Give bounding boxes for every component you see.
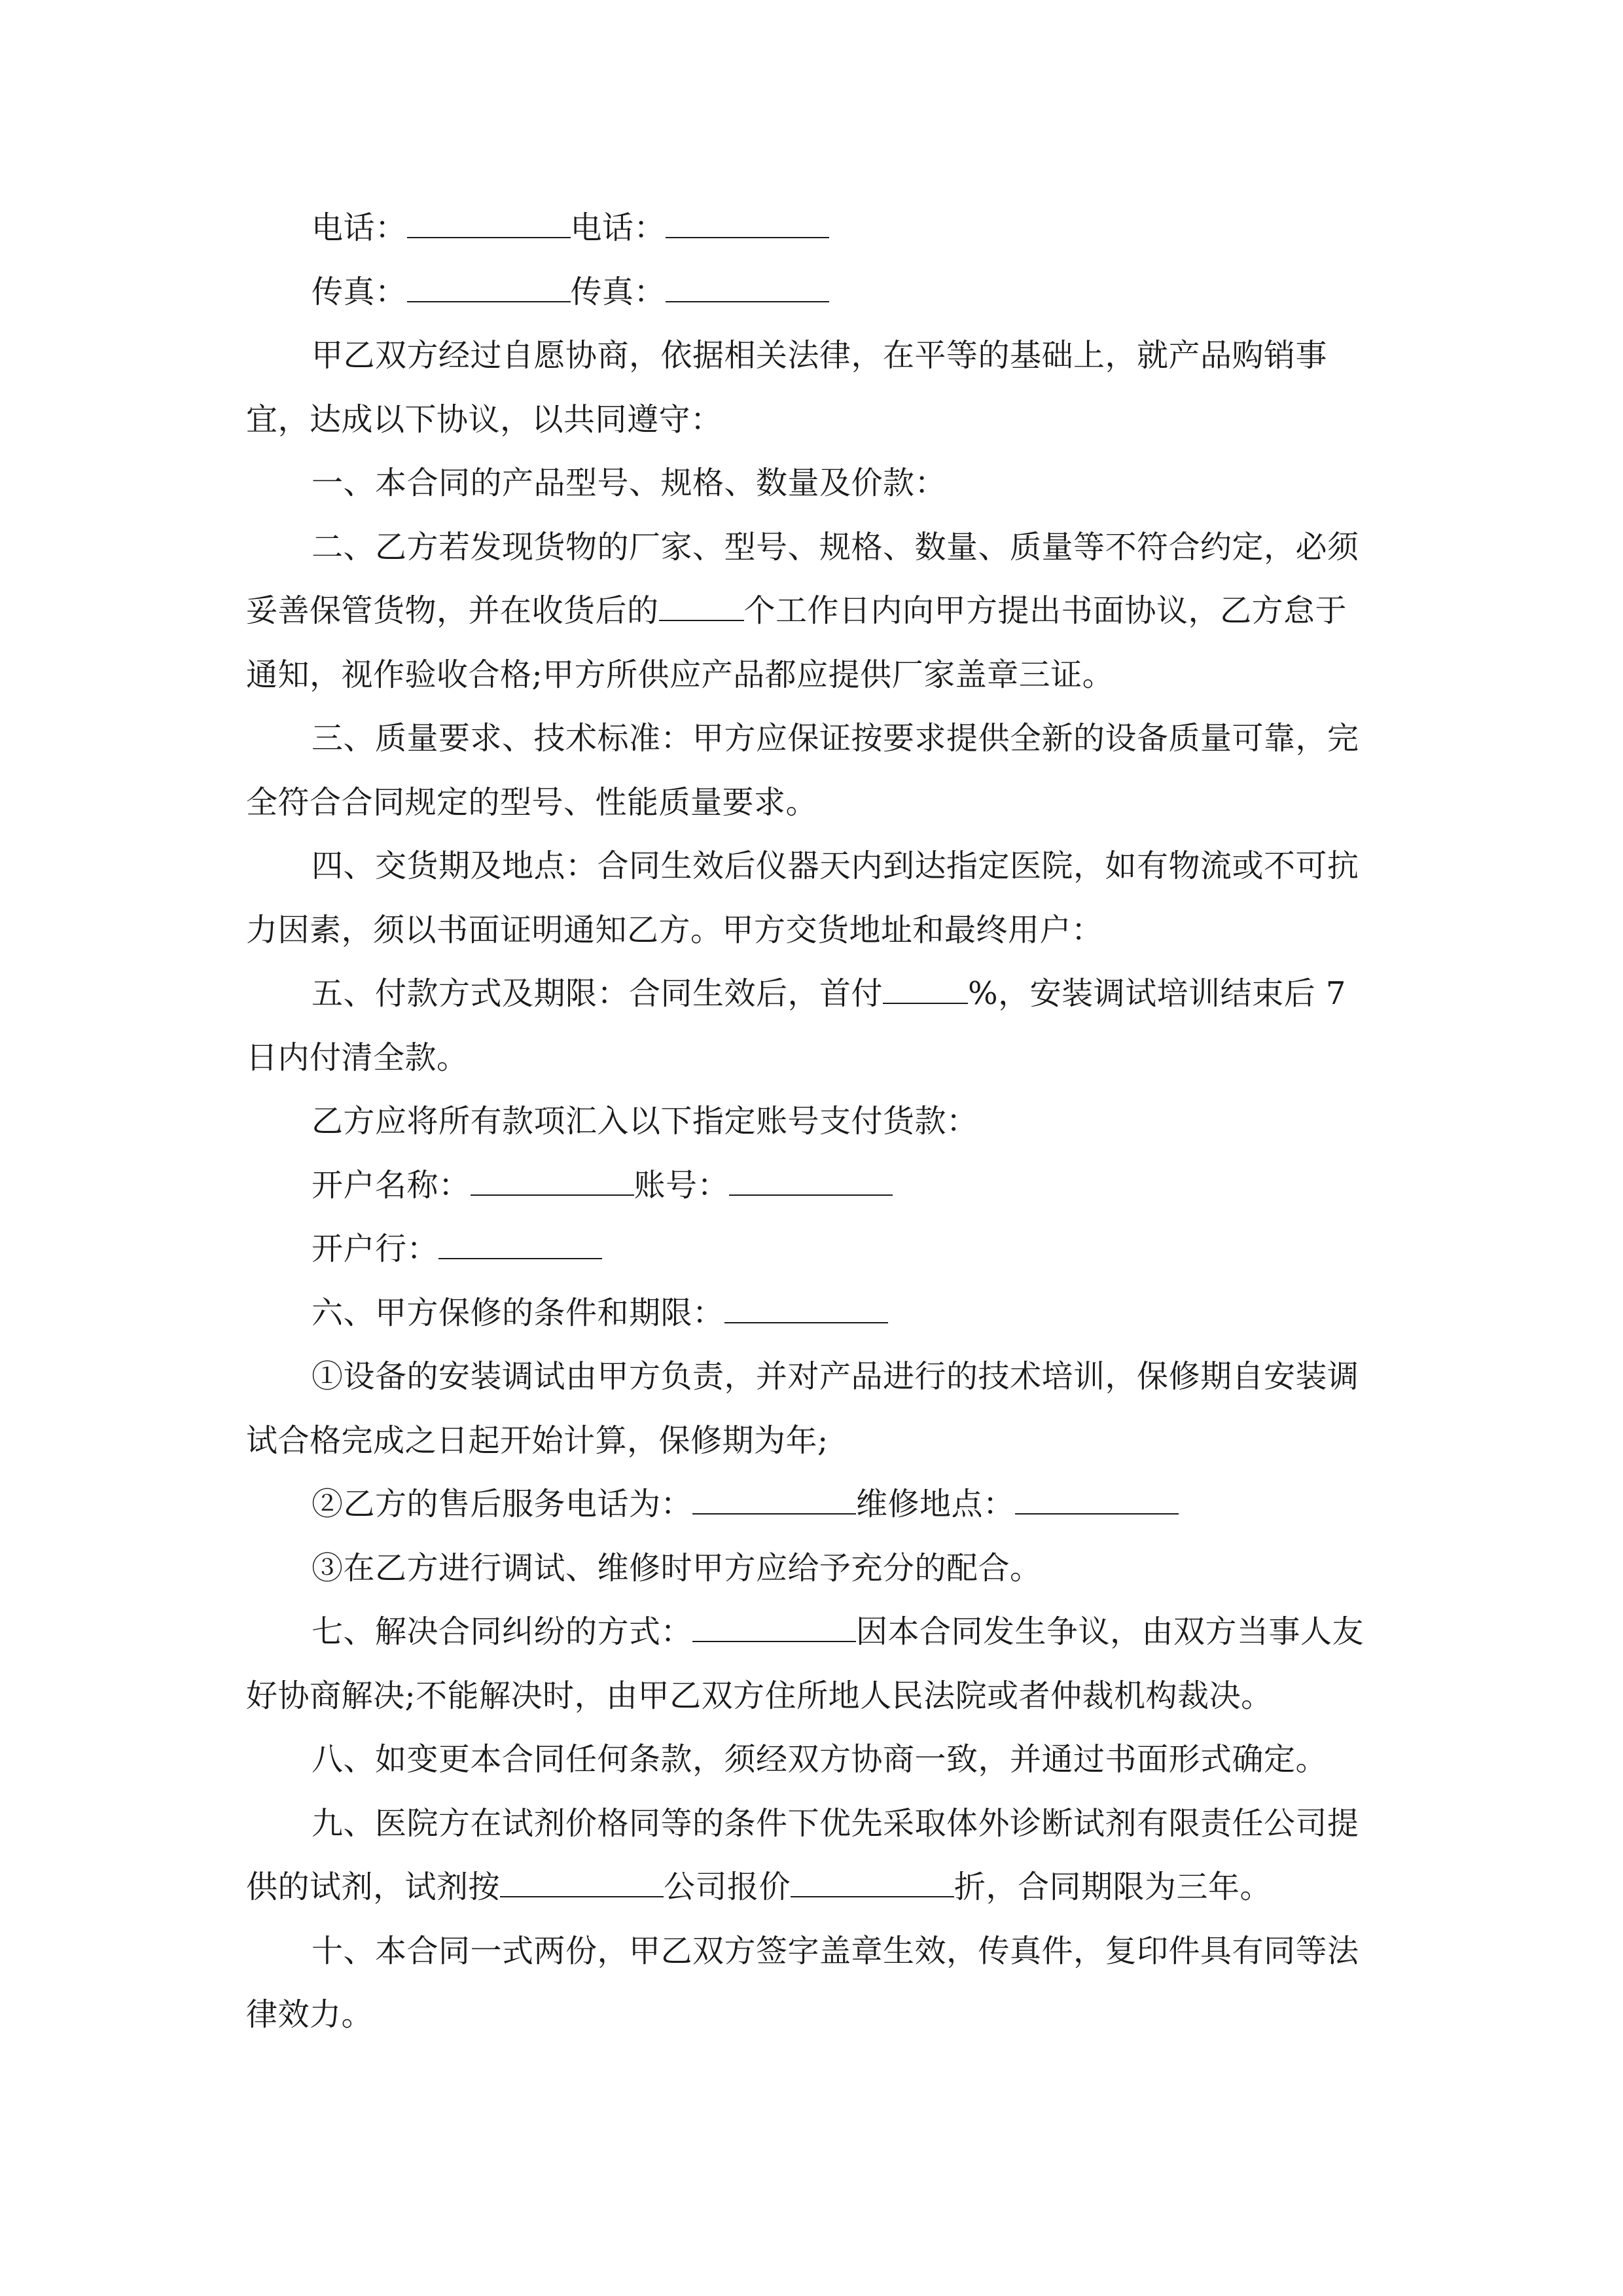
phone-label-party-b: 电话： <box>570 209 666 246</box>
clause-3: 三、质量要求、技术标准：甲方应保证按要求提供全新的设备质量可靠，完全符合合同规定的型号、性能质量要求。 <box>246 720 1359 821</box>
clause-9-text-c: 折，合同期限为三年。 <box>954 1869 1272 1905</box>
clause-6 <box>246 1282 1378 1346</box>
service-phone-label: ②乙方的售后服务电话为： <box>312 1486 693 1522</box>
bank-line <box>246 1217 1378 1282</box>
fax-line <box>246 260 1378 325</box>
clause-5-text-b: %，安装调试培训结束后 7 日内付清全款。 <box>246 975 1346 1076</box>
clause-1: 一、本合同的产品型号、规格、数量及价款： <box>312 465 947 501</box>
clause-8: 八、如变更本合同任何条款，须经双方协商一致，并通过书面形式确定。 <box>312 1741 1328 1778</box>
account-name-label: 开户名称： <box>312 1166 471 1204</box>
clause-6-item-2 <box>246 1473 1378 1537</box>
clause-7-text-a: 七、解决合同纠纷的方式： <box>312 1613 693 1650</box>
clause-2-text-a: 二、乙方若发现货物的厂家、型号、规格、数量、质量等不符合约定，必须妥善保管货物，并在收货后的 <box>246 528 1359 629</box>
fax-blank-party-b <box>666 275 829 302</box>
intro-paragraph: 甲乙双方经过自愿协商，依据相关法律，在平等的基础上，就产品购销事宜，达成以下协议，以共同遵守： <box>246 337 1328 438</box>
account-line <box>246 1154 1378 1218</box>
clause-6-item-1: ①设备的安装调试由甲方负责，并对产品进行的技术培训，保修期自安装调试合格完成之日起开始计算，保修期为年; <box>246 1358 1359 1459</box>
company-blank <box>500 1870 664 1897</box>
payment-intro: 乙方应将所有款项汇入以下指定账号支付货款： <box>312 1103 978 1139</box>
fax-blank-party-a <box>407 275 571 302</box>
clause-7 <box>246 1600 1378 1728</box>
phone-blank-party-a <box>407 211 571 238</box>
phone-label-party-a: 电话： <box>312 209 407 246</box>
clause-5-text-a: 五、付款方式及期限：合同生效后，首付 <box>312 975 883 1012</box>
service-phone-blank <box>692 1487 856 1515</box>
warranty-blank <box>724 1296 888 1323</box>
clause-6-text: 六、甲方保修的条件和期限： <box>312 1294 724 1331</box>
down-payment-blank <box>883 977 968 1004</box>
clause-6-item-3: ③在乙方进行调试、维修时甲方应给予充分的配合。 <box>312 1549 1042 1587</box>
discount-blank <box>791 1870 954 1897</box>
clause-2 <box>246 516 1378 708</box>
workdays-blank <box>659 594 744 621</box>
clause-7-text-b: 因本合同发生争议，由双方当事人友好协商解决;不能解决时，由甲乙双方住所地人民法院或者仲裁机构裁决。 <box>246 1613 1364 1714</box>
clause-4: 四、交货期及地点：合同生效后仪器天内到达指定医院，如有物流或不可抗力因素，须以书面证明通知乙方。甲方交货地址和最终用户： <box>246 848 1359 948</box>
phone-line <box>246 196 1378 260</box>
bank-label: 开户行： <box>312 1230 439 1267</box>
repair-location-blank <box>1015 1487 1179 1515</box>
phone-blank-party-b <box>666 211 829 238</box>
clause-9 <box>246 1792 1378 1920</box>
fax-label-party-b: 传真： <box>570 273 666 310</box>
repair-location-label: 维修地点： <box>856 1486 1015 1522</box>
clause-10: 十、本合同一式两份，甲乙双方签字盖章生效，传真件，复印件具有同等法律效力。 <box>246 1932 1359 2033</box>
clause-9-text-b: 公司报价 <box>664 1869 791 1905</box>
clause-2-text-b: 个工作日内向甲方提出书面协议，乙方怠于通知，视作验收合格;甲方所供应产品都应提供厂家盖章三证。 <box>246 592 1347 693</box>
bank-blank <box>438 1232 602 1259</box>
account-number-label: 账号： <box>633 1166 730 1204</box>
clause-5 <box>246 962 1378 1090</box>
dispute-method-blank <box>692 1615 856 1642</box>
account-number-blank <box>729 1168 893 1196</box>
fax-label-party-a: 传真： <box>312 273 407 310</box>
contract-body <box>246 196 1378 2047</box>
account-name-blank <box>471 1168 634 1196</box>
clause-9-text-a: 九、医院方在试剂价格同等的条件下优先采取体外诊断试剂有限责任公司提供的试剂，试剂按 <box>246 1804 1359 1905</box>
